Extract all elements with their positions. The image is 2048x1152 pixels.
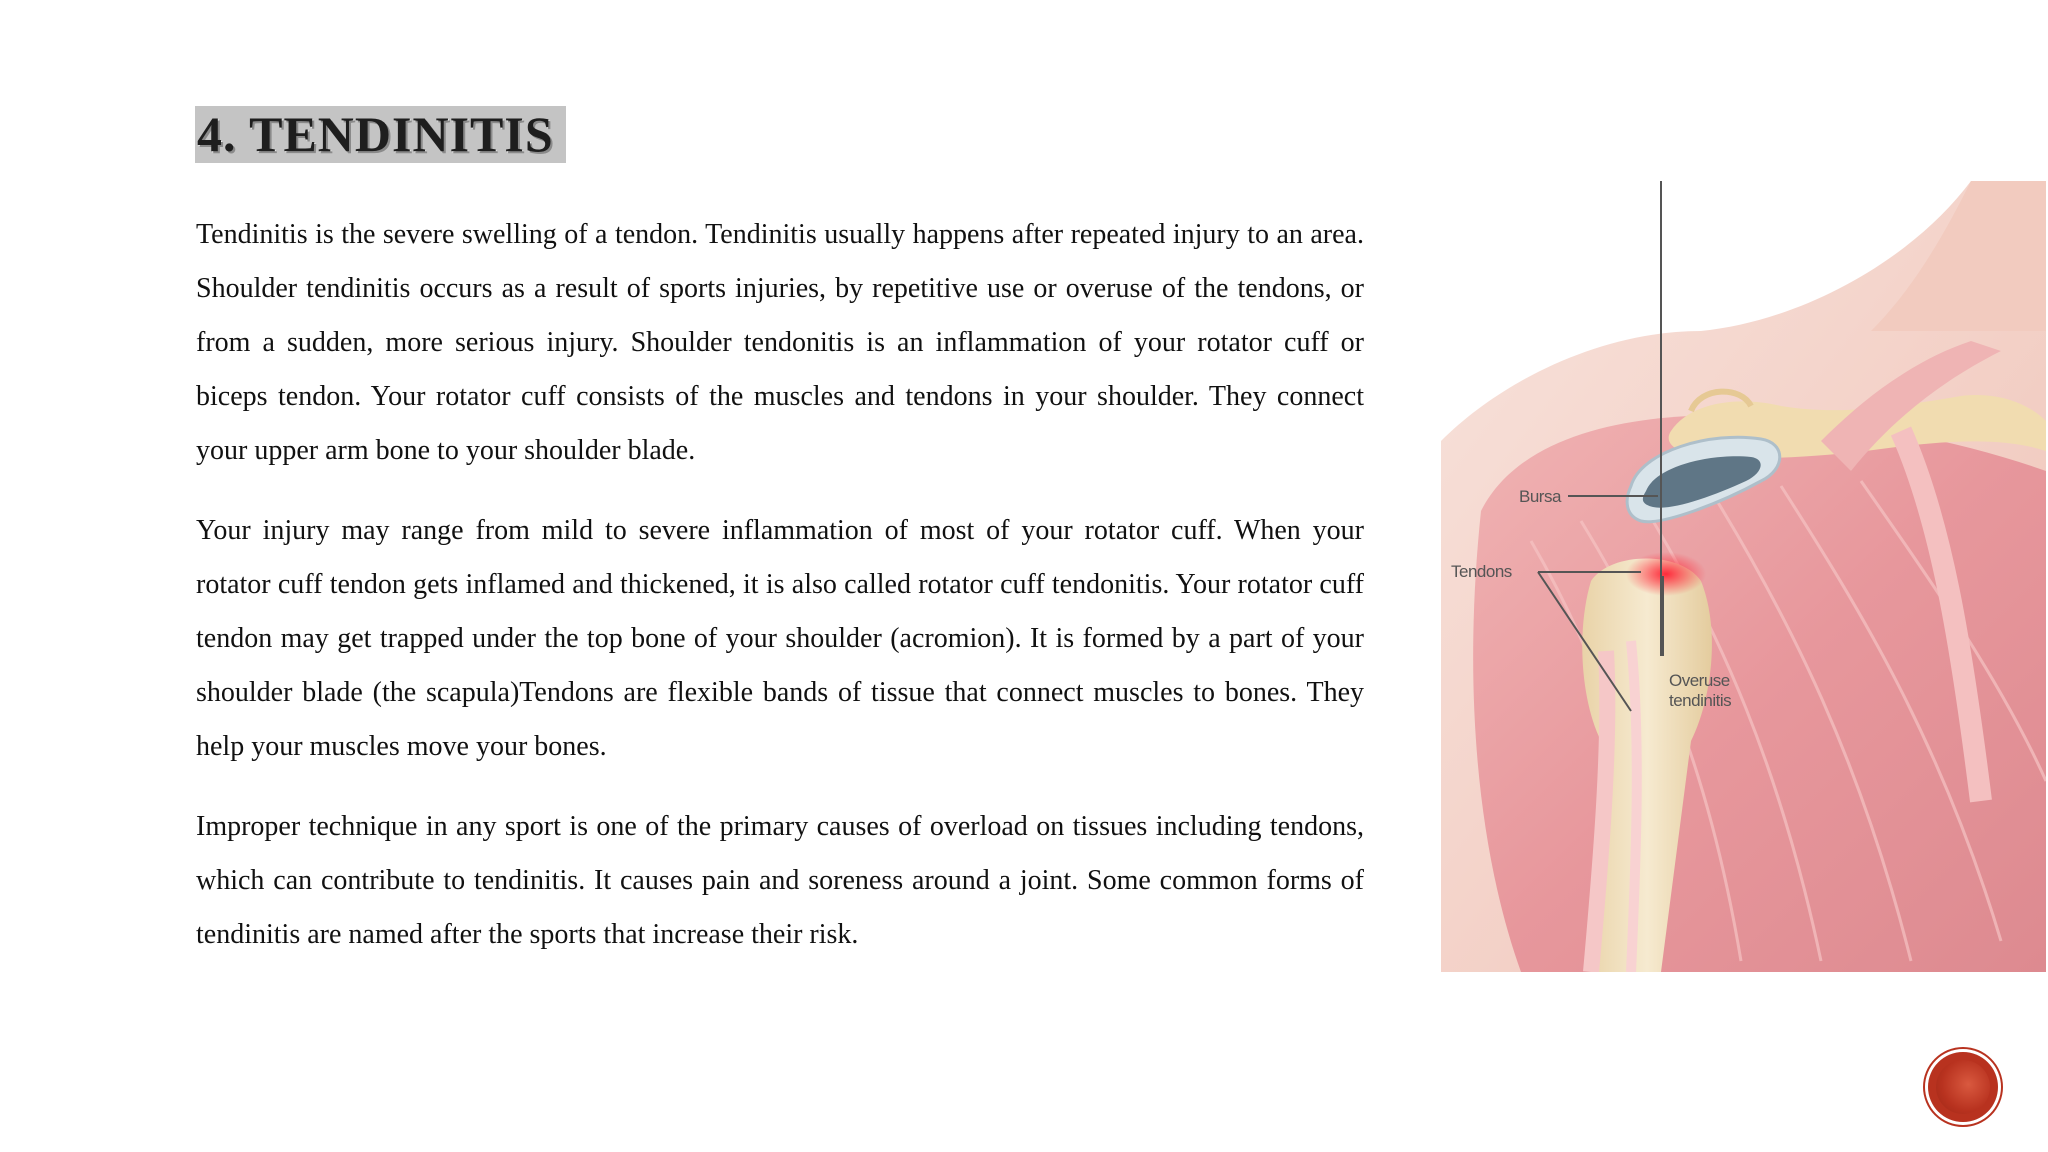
- nav-button-inner: [1936, 1060, 1990, 1114]
- slide-body: [196, 208, 1364, 988]
- paragraph-2: Your injury may range from mild to severe inflammation of most of your rotator cuff. When your rotator cuff tendon gets inflamed and thickened, it is also called rotator cuff tendonitis. Your rotator cuff tendon may get trapped under the top bone of your shoulder (acromion). It is formed by a part of your shoulder blade (the scapula)Tendons are flexible bands of tissue that connect muscles to bones. They help your muscles move your bones.: [196, 515, 1364, 762]
- shoulder-anatomy-drawing: [1441, 181, 2046, 972]
- overuse-tendinitis-label: Overuse tendinitis: [1669, 671, 1732, 710]
- tendons-label: Tendons: [1451, 562, 1512, 581]
- paragraph-3: Improper technique in any sport is one of the primary causes of overload on tissues including tendons, which can contribute to tendinitis. It causes pain and soreness around a joint. Some common forms of tendinitis are named after the sports that increase their risk.: [196, 811, 1364, 950]
- shoulder-anatomy-illustration: [1441, 181, 2046, 972]
- slide-title: 4. TENDINITIS: [195, 106, 566, 163]
- bursa-label: Bursa: [1519, 487, 1561, 506]
- paragraph-1: Tendinitis is the severe swelling of a tendon. Tendinitis usually happens after repeated injury to an area. Shoulder tendinitis occurs as a result of sports injuries, by repetitive use or overuse of the tendons, or from a sudden, more serious injury. Shoulder tendonitis is an inflammation of your rotator cuff or biceps tendon. Your rotator cuff consists of the muscles and tendons in your shoulder. They connect your upper arm bone to your shoulder blade.: [196, 219, 1364, 466]
- circle-nav-icon[interactable]: [1928, 1052, 1998, 1122]
